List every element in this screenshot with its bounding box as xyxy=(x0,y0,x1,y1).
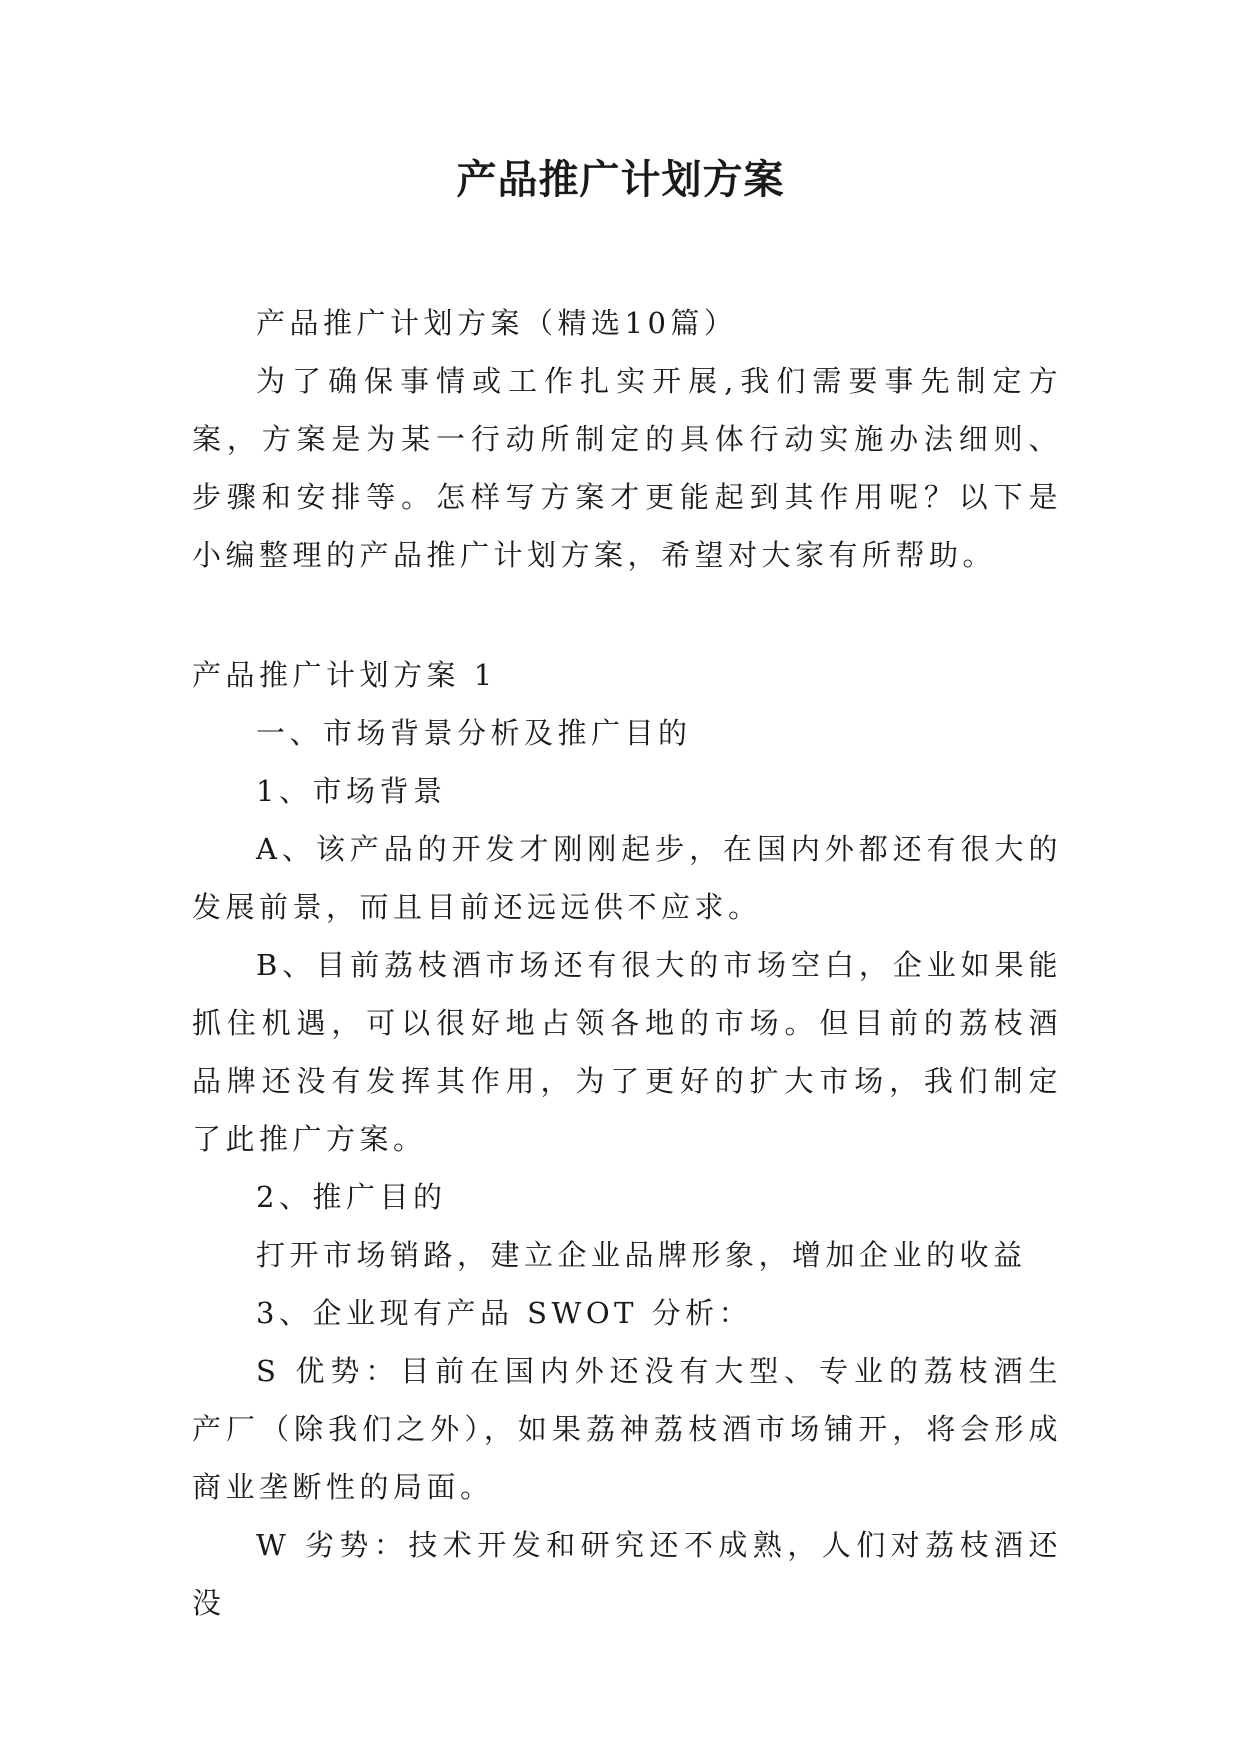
heading-market-analysis: 一、市场背景分析及推广目的 xyxy=(256,716,692,750)
heading-promotion-goal: 2、推广目的 xyxy=(256,1180,447,1214)
heading-market-background: 1、市场背景 xyxy=(256,774,447,808)
paragraph-point-a: A、该产品的开发才刚刚起步，在国内外都还有很大的发展前景，而且目前还远远供不应求。 xyxy=(192,832,1062,924)
intro-paragraph: 为了确保事情或工作扎实开展,我们需要事先制定方案，方案是为某一行动所制定的具体行动实施办法细则、步骤和安排等。怎样写方案才更能起到其作用呢？以下是小编整理的产品推广计划方案，希望对大家有所帮助。 xyxy=(192,364,1062,572)
document-body xyxy=(192,294,1062,1632)
subtitle-paragraph: 产品推广计划方案（精选10篇） xyxy=(256,306,738,340)
section-heading: 产品推广计划方案 1 xyxy=(192,658,497,692)
document-title: 产品推广计划方案 xyxy=(456,157,785,203)
section-spacer xyxy=(192,584,1062,646)
heading-swot: 3、企业现有产品 SWOT 分析： xyxy=(256,1296,753,1330)
paragraph-strengths: S 优势：目前在国内外还没有大型、专业的荔枝酒生产厂（除我们之外），如果荔神荔枝酒市场铺开，将会形成商业垄断性的局面。 xyxy=(192,1354,1062,1504)
paragraph-promotion-goal: 打开市场销路，建立企业品牌形象，增加企业的收益 xyxy=(256,1238,1027,1272)
paragraph-weaknesses: W 劣势：技术开发和研究还不成熟，人们对荔枝酒还没 xyxy=(192,1528,1062,1620)
paragraph-point-b: B、目前荔枝酒市场还有很大的市场空白，企业如果能抓住机遇，可以很好地占领各地的市场。但目前的荔枝酒品牌还没有发挥其作用，为了更好的扩大市场，我们制定了此推广方案。 xyxy=(192,948,1062,1156)
